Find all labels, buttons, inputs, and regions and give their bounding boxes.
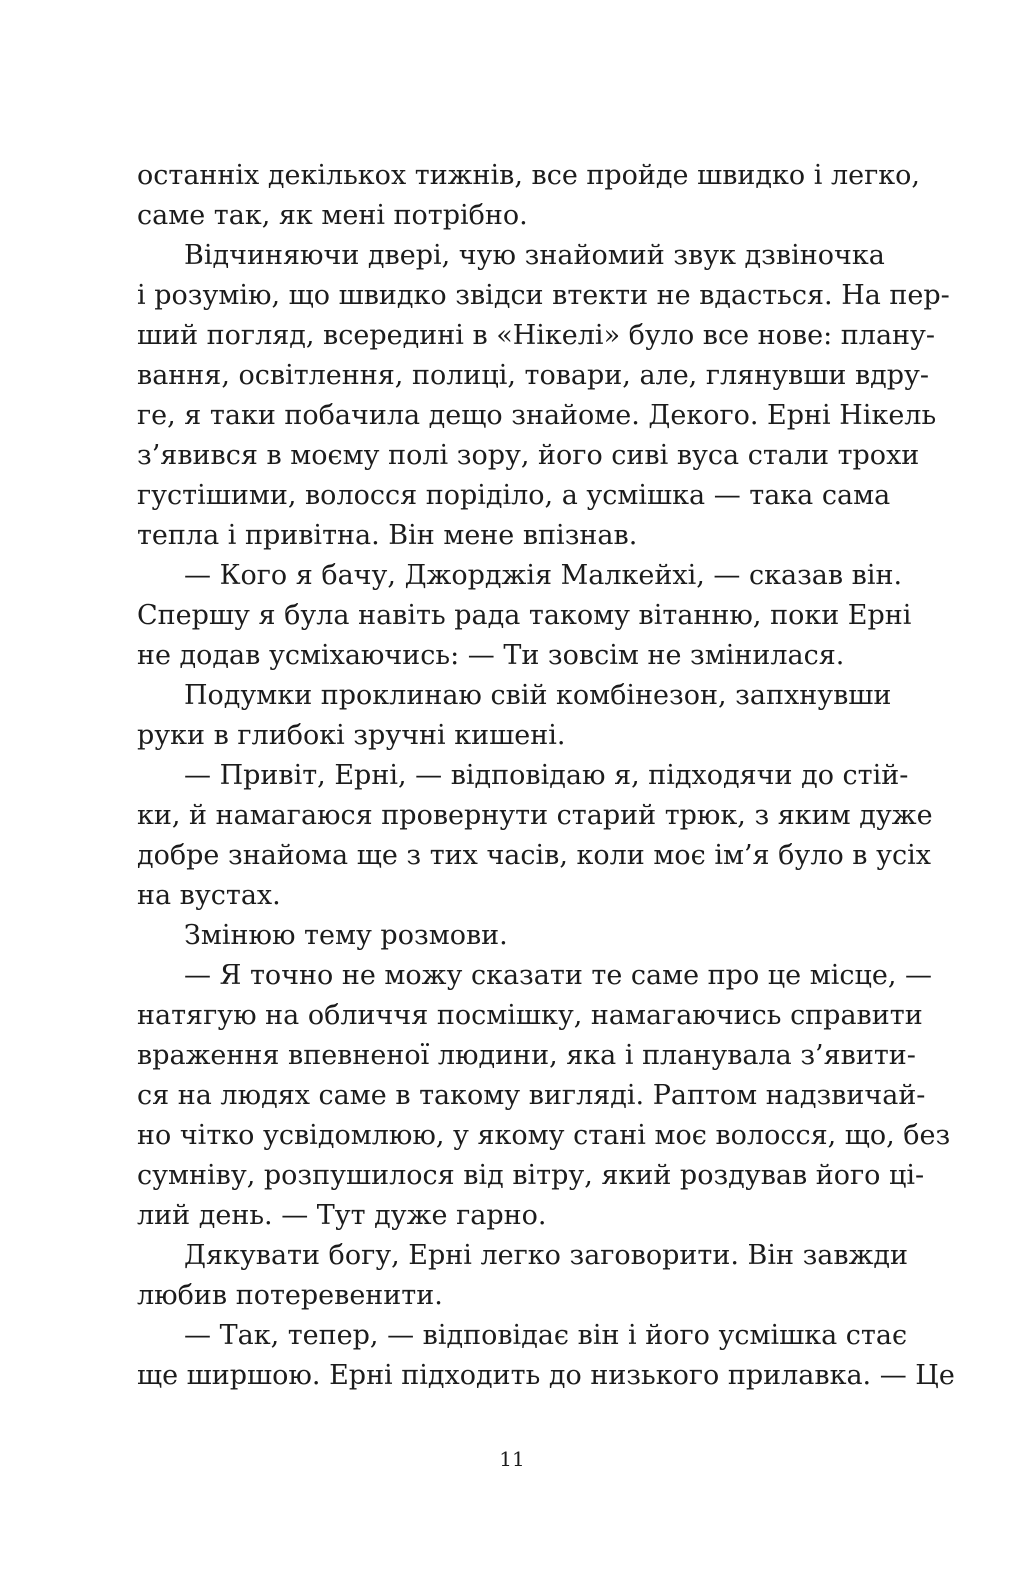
- text-line: Подумки проклинаю свій комбінезон, запхнувши: [184, 680, 892, 711]
- text-line: руки в глибокі зручні кишені.: [137, 720, 566, 751]
- text-line: останніх декількох тижнів, все пройде швидко і легко,: [137, 160, 920, 191]
- text-line: — Кого я бачу, Джорджія Малкейхі, — сказав він.: [184, 560, 903, 591]
- text-line: ший погляд, всередині в «Нікелі» було все нове: плану-: [137, 320, 936, 351]
- text-line: не додав усміхаючись: — Ти зовсім не змінилася.: [137, 640, 845, 671]
- text-line: натягую на обличчя посмішку, намагаючись справити: [137, 1000, 923, 1031]
- text-line: вання, освітлення, полиці, товари, але, глянувши вдру-: [137, 360, 930, 391]
- text-line: густішими, волосся поріділо, а усмішка — така сама: [137, 480, 891, 511]
- text-line: Змінюю тему розмови.: [184, 920, 508, 951]
- text-line: саме так, як мені потрібно.: [137, 200, 528, 231]
- text-line: враження впевненої людини, яка і планувала з’явити-: [137, 1040, 916, 1071]
- text-line: і розумію, що швидко звідси втекти не вдасться. На пер-: [137, 280, 950, 311]
- text-line: добре знайома ще з тих часів, коли моє ім’я було в усіх: [137, 840, 931, 871]
- text-line: Спершу я була навіть рада такому вітанню, поки Ерні: [137, 600, 912, 631]
- text-line: ге, я таки побачила дещо знайоме. Декого. Ерні Нікель: [137, 400, 937, 431]
- text-line: лий день. — Тут дуже гарно.: [137, 1200, 547, 1231]
- text-line: ще ширшою. Ерні підходить до низького прилавка. — Це: [137, 1360, 955, 1391]
- text-line: — Я точно не можу сказати те саме про це місце, —: [184, 960, 932, 991]
- text-line: на вустах.: [137, 880, 281, 911]
- body-text: [137, 156, 955, 1396]
- text-line: Дякувати богу, Ерні легко заговорити. Він завжди: [184, 1240, 909, 1271]
- text-line: ки, й намагаюся провернути старий трюк, з яким дуже: [137, 800, 933, 831]
- text-line: любив потеревенити.: [137, 1280, 443, 1311]
- text-line: сумніву, розпушилося від вітру, який роздував його ці-: [137, 1160, 925, 1191]
- text-line: тепла і привітна. Він мене впізнав.: [137, 520, 638, 551]
- page-number: 11: [499, 1447, 525, 1471]
- text-line: з’явився в моєму полі зору, його сиві вуса стали трохи: [137, 440, 920, 471]
- text-line: ся на людях саме в такому вигляді. Раптом надзвичай-: [137, 1080, 926, 1111]
- text-line: Відчиняючи двері, чую знайомий звук дзвіночка: [184, 240, 885, 271]
- text-line: — Так, тепер, — відповідає він і його усмішка стає: [184, 1320, 908, 1351]
- text-line: — Привіт, Ерні, — відповідаю я, підходячи до стій-: [184, 760, 909, 791]
- text-line: но чітко усвідомлюю, у якому стані моє волосся, що, без: [137, 1120, 951, 1151]
